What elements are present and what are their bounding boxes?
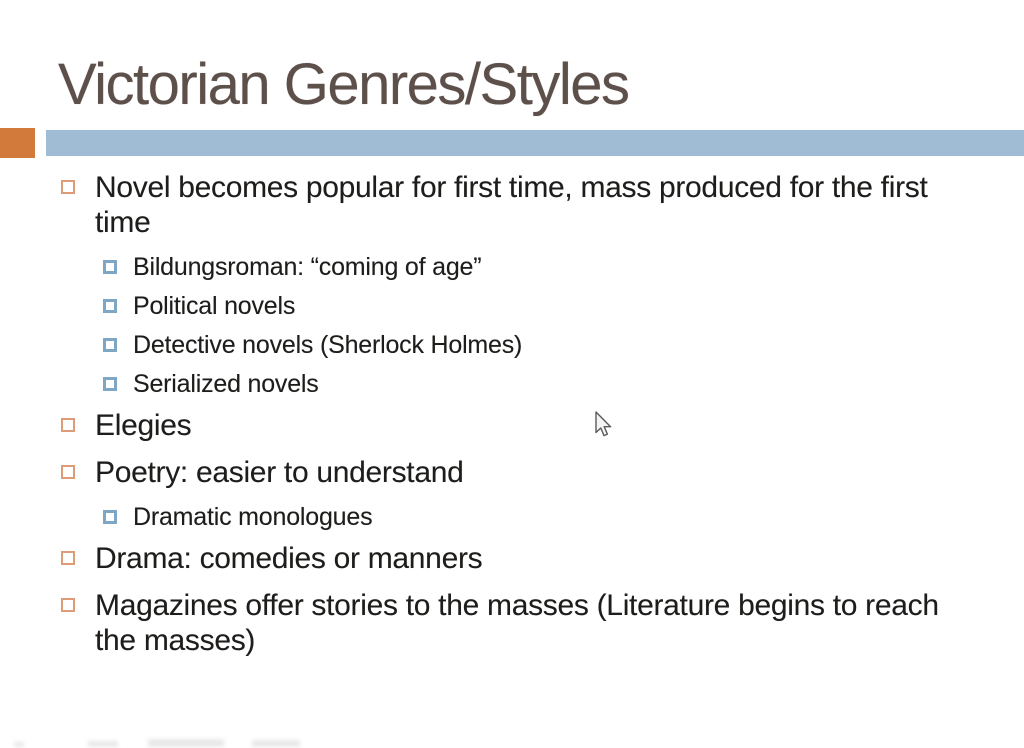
bullet-item-text: Poetry: easier to understand — [95, 456, 464, 489]
square-bullet-icon — [103, 510, 117, 524]
bullet-item-level2 — [60, 330, 977, 360]
bullet-item-level1 — [60, 408, 977, 443]
bullet-item-text: Magazines offer stories to the masses (Literature begins to reach the masses) — [95, 589, 939, 657]
square-bullet-icon — [61, 598, 75, 612]
bottom-edge-artifact — [88, 741, 118, 747]
square-bullet-icon — [61, 465, 75, 479]
square-bullet-icon — [103, 299, 117, 313]
bullet-item-text: Bildungsroman: “coming of age” — [133, 253, 482, 281]
square-bullet-icon — [103, 338, 117, 352]
bullet-item-level1 — [60, 170, 977, 240]
title-divider-orange-block — [0, 128, 35, 158]
square-bullet-icon — [61, 180, 75, 194]
bullet-item-level2 — [60, 369, 977, 399]
title-divider-blue-band — [46, 130, 1024, 156]
bullet-item-level2 — [60, 291, 977, 321]
bottom-edge-artifact — [14, 742, 24, 747]
square-bullet-icon — [61, 551, 75, 565]
bullet-item-text: Serialized novels — [133, 370, 319, 398]
bullet-list — [60, 170, 977, 670]
bullet-item-text: Novel becomes popular for first time, mass produced for the first time — [95, 171, 928, 239]
bullet-item-text: Detective novels (Sherlock Holmes) — [133, 331, 523, 359]
bottom-edge-artifact — [252, 740, 300, 747]
slide-title: Victorian Genres/Styles — [58, 52, 629, 117]
bullet-item-level1 — [60, 541, 977, 576]
bullet-item-level2 — [60, 502, 977, 532]
bullet-item-level1 — [60, 588, 977, 658]
square-bullet-icon — [103, 260, 117, 274]
bullet-item-text: Dramatic monologues — [133, 503, 373, 531]
square-bullet-icon — [61, 418, 75, 432]
square-bullet-icon — [103, 377, 117, 391]
bullet-item-level2 — [60, 252, 977, 282]
bullet-item-text: Elegies — [95, 409, 192, 442]
bullet-item-text: Drama: comedies or manners — [95, 542, 483, 575]
bullet-item-level1 — [60, 455, 977, 490]
bottom-edge-artifact — [148, 739, 224, 747]
bullet-item-text: Political novels — [133, 292, 296, 320]
